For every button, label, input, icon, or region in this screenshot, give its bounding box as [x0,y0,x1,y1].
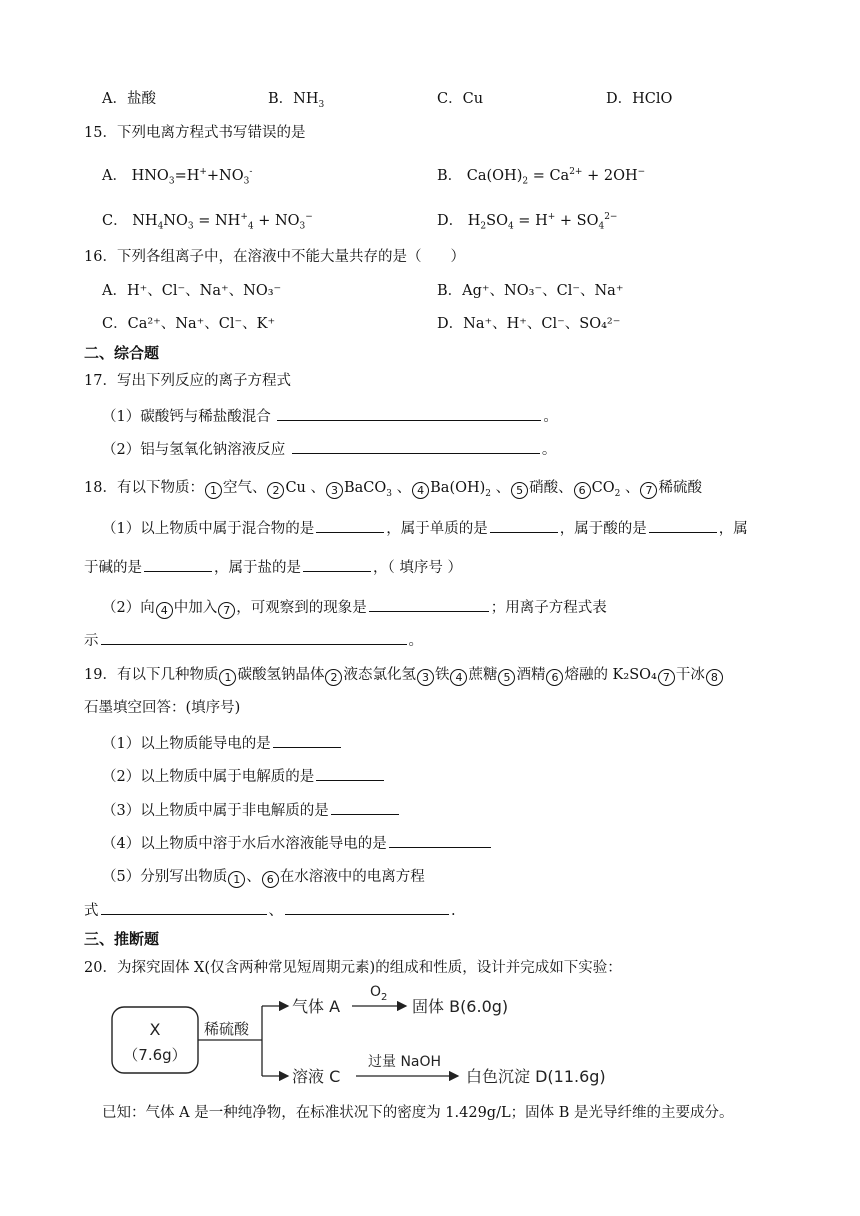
q17-sub-1: （1）碳酸钙与稀盐酸混合 。 [102,406,558,427]
answer-blank[interactable] [292,439,540,454]
q18-sub-1-line2: 于碱的是 ，属于盐的是 ，（ 填序号 ） [84,557,462,578]
answer-blank[interactable] [316,518,384,533]
q16-option-c: C．Ca²⁺、Na⁺、Cl⁻、K⁺ [102,316,276,332]
sample-label: X [149,1020,161,1039]
q18-sub-1-line1: （1）以上物质中属于混合物的是 ，属于单质的是 ，属于酸的是 ，属 [102,518,748,539]
q15-option-d: D． $H_2SO_4 = H^+ + SO_4^{2-}$ [437,212,618,232]
q14-option-d: D．HClO [606,91,673,107]
q16-option-b: B．Ag⁺、NO₃⁻、Cl⁻、Na⁺ [437,283,624,299]
answer-blank[interactable] [389,833,491,848]
circled-number: 4 [450,669,467,686]
q20-known: 已知：气体 A 是一种纯净物，在标准状况下的密度为 1.429g/L；固体 B 是光导纤维的主要成分。 [102,1105,734,1121]
q19-sub-3: （3）以上物质中属于非电解质的是 [102,800,401,821]
circled-number: 5 [498,669,515,686]
circled-number: 3 [326,482,343,499]
q20-stem: 20．为探究固体 X(仅含两种常见短周期元素)的组成和性质，设计并完成如下实验： [84,960,622,976]
q19-sub-5-line2: 式 、 . [84,900,456,921]
circled-number: 5 [511,482,528,499]
q18-stem: 18．有以下物质： 1 空气、 2 Cu 、 3 BaCO$_3$ 、 4 $Ba(OH)_2$ 、 5 硝酸、 6 $CO_2$ 、 7 稀硫酸 [84,480,702,499]
q17-sub-2: （2）铝与氢氧化钠溶液反应 。 [102,439,556,460]
circled-number: 7 [658,669,675,686]
circled-number: 1 [205,482,222,499]
circled-number: 7 [640,482,657,499]
answer-blank[interactable] [144,557,212,572]
answer-blank[interactable] [316,766,384,781]
answer-blank[interactable] [101,630,407,645]
q15-option-a: A． $HNO_3=H^++NO_3^-$ [102,167,253,187]
circled-number: 6 [574,482,591,499]
answer-blank[interactable] [331,800,399,815]
answer-blank[interactable] [490,518,558,533]
circled-number: 1 [219,669,236,686]
sample-mass: （7.6g） [123,1046,187,1064]
gas-a-label: 气体 A [292,997,341,1016]
circled-number: 4 [412,482,429,499]
q19-sub-4: （4）以上物质中溶于水后水溶液能导电的是 [102,833,493,854]
q16-stem: 16．下列各组离子中，在溶液中不能大量共存的是（ ） [84,249,465,265]
q18-sub-2-line2: 示 。 [84,630,423,651]
q19-sub-5-line1: （5）分别写出物质 1 、 6 在水溶液中的电离方程 [102,869,425,886]
answer-blank[interactable] [273,733,341,748]
circled-number: 7 [218,602,235,619]
q15-stem: 15．下列电离方程式书写错误的是 [84,125,306,141]
answer-blank[interactable] [277,406,541,421]
q19-sub-2: （2）以上物质中属于电解质的是 [102,766,386,787]
section-heading-2: 二、综合题 [84,344,160,362]
circled-number: 2 [267,482,284,499]
oxygen-label: $O_2$ [370,984,388,1003]
section-heading-3: 三、推断题 [84,930,160,948]
q15-option-c: C． $NH_4NO_3 = NH^+_4 + NO_3^-$ [102,212,313,232]
q14-option-c: C．Cu [437,91,484,107]
answer-blank[interactable] [369,597,489,612]
q16-option-d: D．Na⁺、H⁺、Cl⁻、SO₄²⁻ [437,316,621,332]
answer-blank[interactable] [649,518,717,533]
precipitate-d-label: 白色沉淀 D(11.6g) [466,1067,606,1086]
q16-option-a: A．H⁺、Cl⁻、Na⁺、NO₃⁻ [102,283,282,299]
solid-b-label: 固体 B(6.0g) [412,997,509,1016]
solution-c-label: 溶液 C [292,1067,341,1086]
circled-number: 6 [546,669,563,686]
circled-number: 6 [262,871,279,888]
answer-blank[interactable] [285,900,449,915]
circled-number: 1 [228,871,245,888]
q14-option-a: A．盐酸 [102,91,156,107]
q19-stem-line2: 石墨填空回答：(填序号) [84,700,241,716]
circled-number: 4 [156,602,173,619]
answer-blank[interactable] [303,557,371,572]
q19-sub-1: （1）以上物质能导电的是 [102,733,343,754]
reagent-label: 稀硫酸 [204,1020,250,1038]
q15-option-b: B． $Ca(OH)_2 = Ca^{2+} + 2OH^-$ [437,167,646,187]
circled-number: 2 [325,669,342,686]
naoh-label: 过量 NaOH [368,1054,442,1070]
circled-number: 3 [417,669,434,686]
q18-sub-2-line1: （2）向 4 中加入 7 ，可观察到的现象是 ；用离子方程式表 [102,597,607,619]
experiment-flow-diagram [100,982,620,1092]
q19-stem-line1: 19．有以下几种物质 1 碳酸氢钠晶体 2 液态氯化氢 3 铁 4 蔗糖 5 酒精 6 熔融的 K₂SO₄ 7 干冰 8 [84,665,724,686]
circled-number: 8 [706,669,723,686]
q14-option-b: B．$NH_3$ [268,91,325,110]
answer-blank[interactable] [101,900,267,915]
q17-stem: 17．写出下列反应的离子方程式 [84,373,291,389]
